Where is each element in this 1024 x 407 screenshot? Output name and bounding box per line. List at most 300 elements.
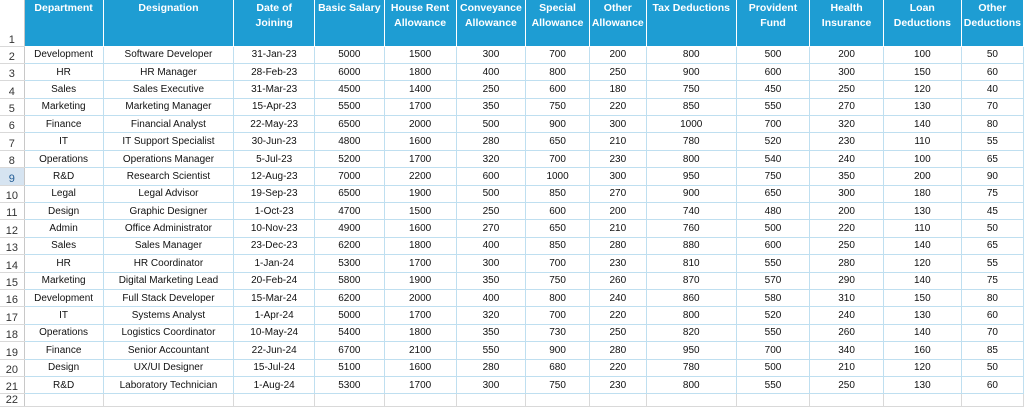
table-cell[interactable]: Marketing (24, 98, 103, 115)
table-cell[interactable]: IT Support Specialist (103, 133, 234, 150)
row-header-4[interactable]: 4 (0, 81, 24, 98)
table-cell[interactable]: 480 (736, 203, 810, 220)
table-cell[interactable]: 650 (526, 133, 590, 150)
table-cell[interactable]: 800 (646, 46, 736, 63)
table-cell[interactable]: 820 (646, 324, 736, 341)
table-cell[interactable]: 1700 (384, 98, 456, 115)
table-cell[interactable]: 4500 (315, 81, 385, 98)
empty-cell[interactable] (384, 394, 456, 407)
table-cell[interactable]: 260 (810, 324, 884, 341)
table-cell[interactable]: Marketing (24, 272, 103, 289)
table-cell[interactable]: 1800 (384, 63, 456, 80)
table-cell[interactable]: 1500 (384, 46, 456, 63)
table-cell[interactable]: 400 (456, 237, 526, 254)
table-cell[interactable]: 500 (736, 359, 810, 376)
table-cell[interactable]: 250 (456, 203, 526, 220)
table-cell[interactable]: 600 (736, 237, 810, 254)
table-cell[interactable]: 300 (589, 116, 646, 133)
table-cell[interactable]: 65 (961, 150, 1023, 167)
table-cell[interactable]: 230 (589, 376, 646, 393)
table-cell[interactable]: Finance (24, 342, 103, 359)
table-cell[interactable]: 260 (589, 272, 646, 289)
table-cell[interactable]: 15-Apr-23 (234, 98, 315, 115)
table-cell[interactable]: 230 (810, 133, 884, 150)
table-cell[interactable]: 1800 (384, 237, 456, 254)
table-cell[interactable]: 70 (961, 324, 1023, 341)
table-cell[interactable]: IT (24, 307, 103, 324)
table-cell[interactable]: 230 (589, 255, 646, 272)
table-cell[interactable]: 300 (456, 46, 526, 63)
table-cell[interactable]: Logistics Coordinator (103, 324, 234, 341)
table-cell[interactable]: 680 (526, 359, 590, 376)
table-cell[interactable]: 700 (526, 255, 590, 272)
table-cell[interactable]: 5500 (315, 98, 385, 115)
table-cell[interactable]: 200 (589, 203, 646, 220)
table-cell[interactable]: 540 (736, 150, 810, 167)
table-cell[interactable]: 800 (646, 150, 736, 167)
table-cell[interactable]: HR Manager (103, 63, 234, 80)
table-cell[interactable]: 2000 (384, 289, 456, 306)
table-cell[interactable]: 600 (456, 168, 526, 185)
table-cell[interactable]: 120 (883, 255, 961, 272)
row-header-8[interactable]: 8 (0, 150, 24, 167)
table-cell[interactable]: 5300 (315, 255, 385, 272)
table-cell[interactable]: 140 (883, 324, 961, 341)
row-header-18[interactable]: 18 (0, 324, 24, 341)
table-cell[interactable]: 290 (810, 272, 884, 289)
table-cell[interactable]: 900 (646, 185, 736, 202)
table-cell[interactable]: 22-Jun-24 (234, 342, 315, 359)
table-cell[interactable]: 6200 (315, 289, 385, 306)
table-cell[interactable]: Sales (24, 81, 103, 98)
table-cell[interactable]: 600 (736, 63, 810, 80)
table-cell[interactable]: 140 (883, 116, 961, 133)
table-cell[interactable]: 300 (589, 168, 646, 185)
table-cell[interactable]: 280 (589, 342, 646, 359)
table-cell[interactable]: 70 (961, 98, 1023, 115)
table-cell[interactable]: 1700 (384, 307, 456, 324)
table-cell[interactable]: 10-Nov-23 (234, 220, 315, 237)
table-cell[interactable]: 80 (961, 116, 1023, 133)
table-cell[interactable]: 5-Jul-23 (234, 150, 315, 167)
row-header-13[interactable]: 13 (0, 237, 24, 254)
table-cell[interactable]: 19-Sep-23 (234, 185, 315, 202)
table-cell[interactable]: 800 (526, 289, 590, 306)
table-cell[interactable]: 210 (810, 359, 884, 376)
column-header-cell[interactable] (736, 0, 810, 46)
table-cell[interactable]: HR (24, 255, 103, 272)
table-cell[interactable]: 500 (456, 116, 526, 133)
table-cell[interactable]: 250 (589, 324, 646, 341)
table-cell[interactable]: Graphic Designer (103, 203, 234, 220)
empty-cell[interactable] (883, 394, 961, 407)
table-cell[interactable]: 130 (883, 307, 961, 324)
table-cell[interactable]: 140 (883, 237, 961, 254)
table-cell[interactable]: 110 (883, 133, 961, 150)
table-cell[interactable]: 1600 (384, 359, 456, 376)
table-cell[interactable]: 250 (810, 237, 884, 254)
table-cell[interactable]: 250 (810, 81, 884, 98)
table-cell[interactable]: 75 (961, 185, 1023, 202)
table-cell[interactable]: 6500 (315, 185, 385, 202)
table-cell[interactable]: 550 (736, 376, 810, 393)
column-header-cell[interactable] (883, 0, 961, 46)
table-cell[interactable]: 700 (526, 46, 590, 63)
row-header-20[interactable]: 20 (0, 359, 24, 376)
table-cell[interactable]: 5400 (315, 324, 385, 341)
table-cell[interactable]: 100 (883, 150, 961, 167)
table-cell[interactable]: 140 (883, 272, 961, 289)
table-cell[interactable]: 850 (646, 98, 736, 115)
table-cell[interactable]: 280 (589, 237, 646, 254)
row-header-16[interactable]: 16 (0, 289, 24, 306)
table-cell[interactable]: 31-Mar-23 (234, 81, 315, 98)
table-cell[interactable]: 800 (646, 376, 736, 393)
table-cell[interactable]: 200 (883, 168, 961, 185)
table-cell[interactable]: 270 (456, 220, 526, 237)
table-cell[interactable]: 1-Aug-24 (234, 376, 315, 393)
table-cell[interactable]: 580 (736, 289, 810, 306)
table-cell[interactable]: 950 (646, 342, 736, 359)
table-cell[interactable]: 5000 (315, 307, 385, 324)
row-header-12[interactable]: 12 (0, 220, 24, 237)
table-cell[interactable]: Financial Analyst (103, 116, 234, 133)
row-header-9[interactable]: 9 (0, 168, 24, 185)
empty-cell[interactable] (810, 394, 884, 407)
table-cell[interactable]: 1000 (526, 168, 590, 185)
row-header-5[interactable]: 5 (0, 98, 24, 115)
table-cell[interactable]: 2200 (384, 168, 456, 185)
table-cell[interactable]: 5800 (315, 272, 385, 289)
table-cell[interactable]: HR Coordinator (103, 255, 234, 272)
table-cell[interactable]: 200 (589, 46, 646, 63)
table-cell[interactable]: 900 (526, 342, 590, 359)
table-cell[interactable]: 45 (961, 203, 1023, 220)
table-cell[interactable]: 240 (810, 307, 884, 324)
column-header-cell[interactable] (526, 0, 590, 46)
table-cell[interactable]: 15-Jul-24 (234, 359, 315, 376)
table-cell[interactable]: 15-Mar-24 (234, 289, 315, 306)
table-cell[interactable]: 250 (810, 376, 884, 393)
table-cell[interactable]: 1700 (384, 255, 456, 272)
column-header-cell[interactable] (384, 0, 456, 46)
table-cell[interactable]: 220 (589, 98, 646, 115)
table-cell[interactable]: 600 (526, 81, 590, 98)
table-cell[interactable]: 550 (736, 98, 810, 115)
table-cell[interactable]: 130 (883, 376, 961, 393)
table-cell[interactable]: 130 (883, 203, 961, 220)
table-cell[interactable]: 65 (961, 237, 1023, 254)
table-cell[interactable]: 860 (646, 289, 736, 306)
table-cell[interactable]: 55 (961, 255, 1023, 272)
column-header-cell[interactable] (810, 0, 884, 46)
table-cell[interactable]: 75 (961, 272, 1023, 289)
table-cell[interactable]: Research Scientist (103, 168, 234, 185)
table-cell[interactable]: 200 (810, 46, 884, 63)
table-cell[interactable]: 5100 (315, 359, 385, 376)
table-cell[interactable]: 300 (456, 255, 526, 272)
column-header-cell[interactable] (103, 0, 234, 46)
table-cell[interactable]: Sales (24, 237, 103, 254)
table-cell[interactable]: 60 (961, 63, 1023, 80)
table-cell[interactable]: 55 (961, 133, 1023, 150)
table-cell[interactable]: Senior Accountant (103, 342, 234, 359)
table-cell[interactable]: 200 (810, 203, 884, 220)
table-cell[interactable]: 740 (646, 203, 736, 220)
column-header-cell[interactable] (456, 0, 526, 46)
table-cell[interactable]: 160 (883, 342, 961, 359)
table-cell[interactable]: 5000 (315, 46, 385, 63)
table-cell[interactable]: 230 (589, 150, 646, 167)
table-cell[interactable]: Marketing Manager (103, 98, 234, 115)
table-cell[interactable]: 4700 (315, 203, 385, 220)
row-header-7[interactable]: 7 (0, 133, 24, 150)
table-cell[interactable]: 700 (526, 307, 590, 324)
table-cell[interactable]: 750 (526, 272, 590, 289)
table-cell[interactable]: 1800 (384, 324, 456, 341)
table-cell[interactable]: 870 (646, 272, 736, 289)
table-cell[interactable]: Admin (24, 220, 103, 237)
table-cell[interactable]: 760 (646, 220, 736, 237)
empty-cell[interactable] (456, 394, 526, 407)
table-cell[interactable]: 350 (810, 168, 884, 185)
table-cell[interactable]: 23-Dec-23 (234, 237, 315, 254)
table-cell[interactable]: 250 (456, 81, 526, 98)
table-cell[interactable]: 700 (526, 150, 590, 167)
table-cell[interactable]: 320 (456, 150, 526, 167)
table-cell[interactable]: IT (24, 133, 103, 150)
table-cell[interactable]: 150 (883, 289, 961, 306)
empty-cell[interactable] (961, 394, 1023, 407)
table-cell[interactable]: 7000 (315, 168, 385, 185)
table-cell[interactable]: Digital Marketing Lead (103, 272, 234, 289)
table-cell[interactable]: 500 (736, 46, 810, 63)
table-cell[interactable]: 730 (526, 324, 590, 341)
table-cell[interactable]: 950 (646, 168, 736, 185)
table-cell[interactable]: Office Administrator (103, 220, 234, 237)
table-cell[interactable]: 120 (883, 359, 961, 376)
row-header-17[interactable]: 17 (0, 307, 24, 324)
table-cell[interactable]: 1900 (384, 185, 456, 202)
table-cell[interactable]: 1600 (384, 133, 456, 150)
table-cell[interactable]: 520 (736, 307, 810, 324)
table-cell[interactable]: 6200 (315, 237, 385, 254)
table-cell[interactable]: 130 (883, 98, 961, 115)
table-cell[interactable]: 650 (736, 185, 810, 202)
table-cell[interactable]: 40 (961, 81, 1023, 98)
table-cell[interactable]: 350 (456, 98, 526, 115)
table-cell[interactable]: 270 (589, 185, 646, 202)
table-cell[interactable]: R&D (24, 168, 103, 185)
table-cell[interactable]: 220 (589, 359, 646, 376)
table-cell[interactable]: 250 (589, 63, 646, 80)
table-cell[interactable]: 1700 (384, 150, 456, 167)
row-header-10[interactable]: 10 (0, 185, 24, 202)
table-cell[interactable]: 6500 (315, 116, 385, 133)
table-cell[interactable]: 280 (456, 359, 526, 376)
table-cell[interactable]: 120 (883, 81, 961, 98)
table-cell[interactable]: 400 (456, 63, 526, 80)
table-cell[interactable]: 780 (646, 133, 736, 150)
row-header-11[interactable]: 11 (0, 203, 24, 220)
table-cell[interactable]: 1600 (384, 220, 456, 237)
table-cell[interactable]: 310 (810, 289, 884, 306)
table-cell[interactable]: 320 (456, 307, 526, 324)
table-cell[interactable]: 270 (810, 98, 884, 115)
table-cell[interactable]: 50 (961, 220, 1023, 237)
table-cell[interactable]: 90 (961, 168, 1023, 185)
table-cell[interactable]: 800 (526, 63, 590, 80)
table-cell[interactable]: 31-Jan-23 (234, 46, 315, 63)
table-cell[interactable]: 220 (810, 220, 884, 237)
table-cell[interactable]: Systems Analyst (103, 307, 234, 324)
table-cell[interactable]: 900 (646, 63, 736, 80)
table-cell[interactable]: 550 (456, 342, 526, 359)
table-cell[interactable]: 110 (883, 220, 961, 237)
table-cell[interactable]: 880 (646, 237, 736, 254)
table-cell[interactable]: 600 (526, 203, 590, 220)
column-header-cell[interactable] (315, 0, 385, 46)
table-cell[interactable]: Legal (24, 185, 103, 202)
table-cell[interactable]: 30-Jun-23 (234, 133, 315, 150)
column-header-cell[interactable] (234, 0, 315, 46)
table-cell[interactable]: Design (24, 203, 103, 220)
table-cell[interactable]: Operations (24, 324, 103, 341)
table-cell[interactable]: 60 (961, 376, 1023, 393)
table-cell[interactable]: 85 (961, 342, 1023, 359)
table-cell[interactable]: Operations (24, 150, 103, 167)
table-cell[interactable]: 550 (736, 324, 810, 341)
table-cell[interactable]: 700 (736, 342, 810, 359)
empty-cell[interactable] (736, 394, 810, 407)
table-cell[interactable]: Sales Manager (103, 237, 234, 254)
table-cell[interactable]: 550 (736, 255, 810, 272)
table-cell[interactable]: 1500 (384, 203, 456, 220)
table-cell[interactable]: 810 (646, 255, 736, 272)
table-cell[interactable]: 28-Feb-23 (234, 63, 315, 80)
table-cell[interactable]: 750 (646, 81, 736, 98)
table-cell[interactable]: HR (24, 63, 103, 80)
row-header-19[interactable]: 19 (0, 342, 24, 359)
table-cell[interactable]: Finance (24, 116, 103, 133)
table-cell[interactable]: Design (24, 359, 103, 376)
row-header-2[interactable]: 2 (0, 46, 24, 63)
table-cell[interactable]: 210 (589, 220, 646, 237)
table-cell[interactable]: 570 (736, 272, 810, 289)
table-cell[interactable]: Operations Manager (103, 150, 234, 167)
table-cell[interactable]: 400 (456, 289, 526, 306)
table-cell[interactable]: 50 (961, 359, 1023, 376)
table-cell[interactable]: 6000 (315, 63, 385, 80)
table-cell[interactable]: 1900 (384, 272, 456, 289)
table-cell[interactable]: Software Developer (103, 46, 234, 63)
table-cell[interactable]: 850 (526, 185, 590, 202)
row-header-14[interactable]: 14 (0, 255, 24, 272)
table-cell[interactable]: 900 (526, 116, 590, 133)
table-cell[interactable]: 780 (646, 359, 736, 376)
empty-cell[interactable] (646, 394, 736, 407)
row-header-21[interactable]: 21 (0, 376, 24, 393)
table-cell[interactable]: 750 (526, 376, 590, 393)
table-cell[interactable]: 450 (736, 81, 810, 98)
table-cell[interactable]: 4900 (315, 220, 385, 237)
table-cell[interactable]: 1000 (646, 116, 736, 133)
table-cell[interactable]: 5200 (315, 150, 385, 167)
table-cell[interactable]: 750 (736, 168, 810, 185)
row-header-1[interactable]: 1 (0, 0, 24, 46)
table-cell[interactable]: 50 (961, 46, 1023, 63)
column-header-cell[interactable] (961, 0, 1023, 46)
table-cell[interactable]: Legal Advisor (103, 185, 234, 202)
table-cell[interactable]: 650 (526, 220, 590, 237)
table-cell[interactable]: 220 (589, 307, 646, 324)
table-cell[interactable]: 1700 (384, 376, 456, 393)
table-cell[interactable]: 240 (589, 289, 646, 306)
table-cell[interactable]: 350 (456, 324, 526, 341)
table-cell[interactable]: 210 (589, 133, 646, 150)
table-cell[interactable]: 150 (883, 63, 961, 80)
empty-cell[interactable] (234, 394, 315, 407)
table-cell[interactable]: 6700 (315, 342, 385, 359)
table-cell[interactable]: Development (24, 46, 103, 63)
table-cell[interactable]: 320 (810, 116, 884, 133)
row-header-15[interactable]: 15 (0, 272, 24, 289)
table-cell[interactable]: 520 (736, 133, 810, 150)
table-cell[interactable]: 10-May-24 (234, 324, 315, 341)
table-cell[interactable]: 60 (961, 307, 1023, 324)
table-cell[interactable]: UX/UI Designer (103, 359, 234, 376)
table-cell[interactable]: 180 (883, 185, 961, 202)
table-cell[interactable]: 700 (736, 116, 810, 133)
table-cell[interactable]: 300 (810, 63, 884, 80)
table-cell[interactable]: R&D (24, 376, 103, 393)
empty-cell[interactable] (315, 394, 385, 407)
table-cell[interactable]: Full Stack Developer (103, 289, 234, 306)
table-cell[interactable]: 240 (810, 150, 884, 167)
table-cell[interactable]: 12-Aug-23 (234, 168, 315, 185)
column-header-cell[interactable] (646, 0, 736, 46)
row-header-6[interactable]: 6 (0, 116, 24, 133)
table-cell[interactable]: 1-Oct-23 (234, 203, 315, 220)
table-cell[interactable]: 300 (456, 376, 526, 393)
table-cell[interactable]: 280 (456, 133, 526, 150)
column-header-cell[interactable] (24, 0, 103, 46)
empty-cell[interactable] (24, 394, 103, 407)
row-header-22[interactable]: 22 (0, 394, 24, 407)
table-cell[interactable]: 20-Feb-24 (234, 272, 315, 289)
table-cell[interactable]: Development (24, 289, 103, 306)
table-cell[interactable]: 22-May-23 (234, 116, 315, 133)
table-cell[interactable]: 1-Apr-24 (234, 307, 315, 324)
table-cell[interactable]: 5300 (315, 376, 385, 393)
empty-cell[interactable] (526, 394, 590, 407)
table-cell[interactable]: 2000 (384, 116, 456, 133)
table-cell[interactable]: 800 (646, 307, 736, 324)
table-cell[interactable]: 340 (810, 342, 884, 359)
table-cell[interactable]: 4800 (315, 133, 385, 150)
table-cell[interactable]: 180 (589, 81, 646, 98)
table-cell[interactable]: Sales Executive (103, 81, 234, 98)
table-cell[interactable]: Laboratory Technician (103, 376, 234, 393)
table-cell[interactable]: 2100 (384, 342, 456, 359)
table-cell[interactable]: 500 (456, 185, 526, 202)
table-cell[interactable]: 1400 (384, 81, 456, 98)
table-cell[interactable]: 300 (810, 185, 884, 202)
table-cell[interactable]: 80 (961, 289, 1023, 306)
table-cell[interactable]: 850 (526, 237, 590, 254)
table-cell[interactable]: 350 (456, 272, 526, 289)
row-header-3[interactable]: 3 (0, 63, 24, 80)
